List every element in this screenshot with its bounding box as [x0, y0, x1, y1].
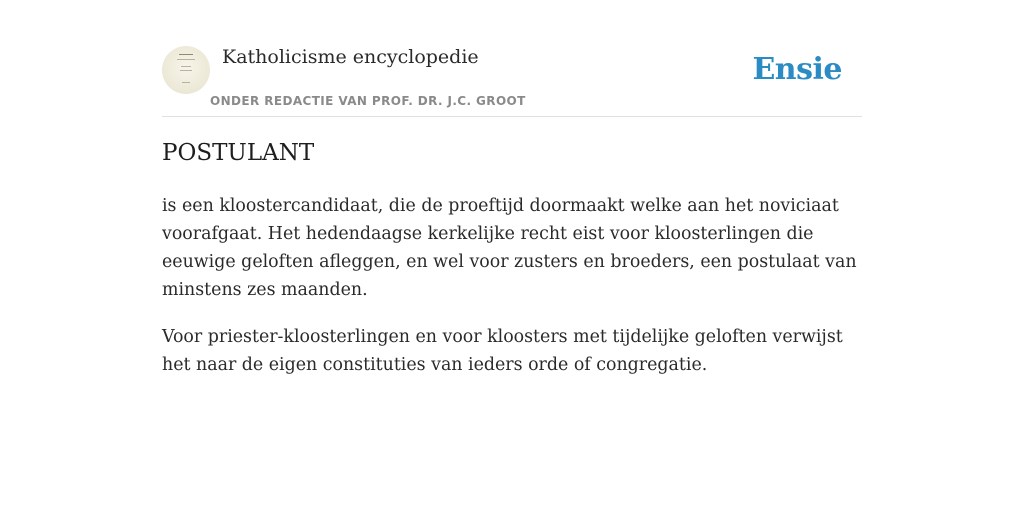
- book-title-link[interactable]: Katholicisme encyclopedie: [222, 46, 479, 68]
- article-paragraph: is een kloostercandidaat, die de proeftijd doormaakt welke aan het noviciaat voorafgaat. Het hedendaagse kerkelijke recht eist voor kloosterlingen die eeuwige geloften afleggen, en wel voor zusters en broeders, een postulaat van minstens zes maanden.: [162, 196, 857, 300]
- article-body: [162, 192, 866, 398]
- article-paragraph: Voor priester-kloosterlingen en voor kloosters met tijdelijke geloften verwijst het naar de eigen constituties van ieders orde of congregatie.: [162, 327, 843, 375]
- editor-subtitle: ONDER REDACTIE VAN PROF. DR. J.C. GROOT: [210, 94, 526, 108]
- book-cover-thumbnail[interactable]: [162, 46, 210, 94]
- header: [162, 40, 862, 117]
- article-headword: POSTULANT: [162, 140, 315, 166]
- ensie-logo[interactable]: Ensie: [752, 52, 842, 87]
